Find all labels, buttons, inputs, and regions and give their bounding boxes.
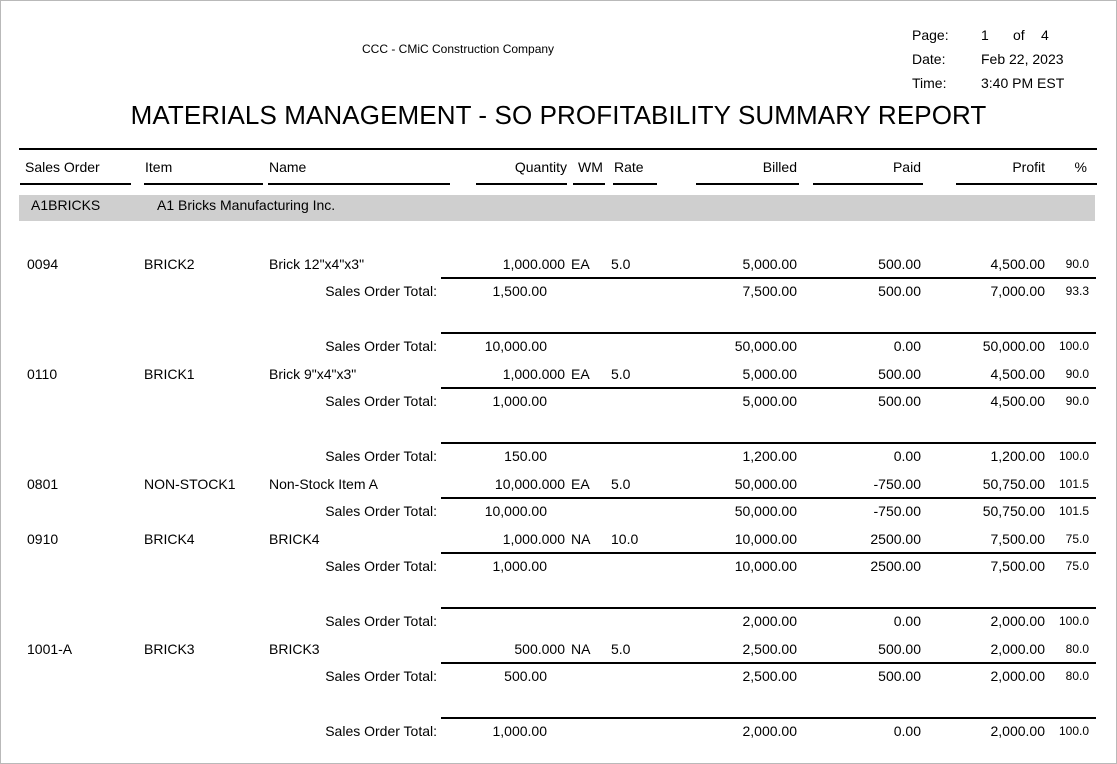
total-quantity: 1,000.00 — [492, 393, 547, 409]
total-label: Sales Order Total: — [325, 558, 437, 574]
total-quantity: 500.00 — [504, 668, 547, 684]
row-quantity: 10,000.000 — [494, 476, 565, 492]
time-value: 3:40 PM EST — [981, 75, 1065, 91]
header-underline — [696, 183, 799, 185]
total-billed: 2,000.00 — [742, 723, 797, 739]
date-label: Date: — [912, 51, 946, 67]
total-rule — [441, 332, 1096, 334]
row-sales-order: 0801 — [27, 476, 59, 492]
total-label: Sales Order Total: — [325, 668, 437, 684]
row-item: BRICK2 — [144, 256, 195, 272]
total-paid: 0.00 — [893, 448, 921, 464]
page-total: 4 — [1041, 27, 1049, 43]
row-profit: 50,750.00 — [982, 476, 1045, 492]
date-value: Feb 22, 2023 — [981, 51, 1064, 67]
total-rule — [441, 442, 1096, 444]
total-billed: 50,000.00 — [734, 338, 797, 354]
total-billed: 10,000.00 — [734, 558, 797, 574]
total-profit: 4,500.00 — [990, 393, 1045, 409]
total-profit: 50,000.00 — [982, 338, 1045, 354]
total-paid: 0.00 — [893, 338, 921, 354]
total-quantity: 1,000.00 — [492, 558, 547, 574]
row-pct: 75.0 — [1065, 532, 1089, 546]
total-profit: 2,000.00 — [990, 613, 1045, 629]
total-paid: 0.00 — [893, 613, 921, 629]
row-paid: 2500.00 — [870, 531, 921, 547]
row-profit: 7,500.00 — [990, 531, 1045, 547]
row-quantity: 1,000.000 — [502, 531, 565, 547]
total-rule — [441, 387, 1096, 389]
total-rule — [441, 552, 1096, 554]
row-name: Non-Stock Item A — [269, 476, 378, 492]
total-profit: 50,750.00 — [982, 503, 1045, 519]
col-paid: Paid — [892, 159, 921, 175]
total-billed: 2,500.00 — [742, 668, 797, 684]
total-label: Sales Order Total: — [325, 723, 437, 739]
total-pct: 100.0 — [1058, 614, 1089, 628]
col-billed: Billed — [762, 159, 797, 175]
total-rule — [441, 497, 1096, 499]
total-pct: 100.0 — [1058, 449, 1089, 463]
total-pct: 100.0 — [1058, 339, 1089, 353]
col-pct: % — [1074, 159, 1087, 175]
row-name: Brick 9"x4"x3" — [269, 366, 357, 382]
row-pct: 90.0 — [1065, 367, 1089, 381]
row-profit: 4,500.00 — [990, 256, 1045, 272]
total-profit: 2,000.00 — [990, 668, 1045, 684]
header-underline — [268, 183, 450, 185]
total-paid: 500.00 — [878, 668, 921, 684]
total-pct: 80.0 — [1065, 669, 1089, 683]
total-quantity: 1,500.00 — [492, 283, 547, 299]
total-profit: 1,200.00 — [990, 448, 1045, 464]
row-wm: NA — [571, 641, 591, 657]
row-name: BRICK4 — [269, 531, 320, 547]
total-billed: 50,000.00 — [734, 503, 797, 519]
row-rate: 10.0 — [611, 531, 639, 547]
row-profit: 4,500.00 — [990, 366, 1045, 382]
row-rate: 5.0 — [611, 641, 631, 657]
total-quantity: 10,000.00 — [484, 338, 547, 354]
total-pct: 100.0 — [1058, 724, 1089, 738]
row-paid: -750.00 — [873, 476, 921, 492]
total-profit: 2,000.00 — [990, 723, 1045, 739]
row-rate: 5.0 — [611, 256, 631, 272]
row-billed: 10,000.00 — [734, 531, 797, 547]
row-wm: EA — [571, 476, 590, 492]
total-billed: 5,000.00 — [742, 393, 797, 409]
row-name: BRICK3 — [269, 641, 320, 657]
row-wm: NA — [571, 531, 591, 547]
total-pct: 101.5 — [1058, 504, 1089, 518]
row-billed: 5,000.00 — [742, 256, 797, 272]
total-rule — [441, 607, 1096, 609]
row-sales-order: 1001-A — [27, 641, 73, 657]
total-label: Sales Order Total: — [325, 393, 437, 409]
header-underline — [573, 183, 605, 185]
col-name: Name — [269, 159, 307, 175]
total-paid: 0.00 — [893, 723, 921, 739]
header-underline — [956, 183, 1097, 185]
row-quantity: 500.000 — [514, 641, 565, 657]
header-underline — [613, 183, 657, 185]
header-underline — [813, 183, 923, 185]
total-paid: 500.00 — [878, 393, 921, 409]
total-pct: 90.0 — [1065, 394, 1089, 408]
total-quantity: 1,000.00 — [492, 723, 547, 739]
total-profit: 7,000.00 — [990, 283, 1045, 299]
col-wm: WM — [578, 159, 603, 175]
col-profit: Profit — [1012, 159, 1045, 175]
row-sales-order: 0110 — [27, 366, 58, 382]
header-underline — [144, 183, 263, 185]
row-wm: EA — [571, 366, 590, 382]
total-quantity: 10,000.00 — [484, 503, 547, 519]
total-label: Sales Order Total: — [325, 503, 437, 519]
row-pct: 101.5 — [1058, 477, 1089, 491]
col-sales-order: Sales Order — [25, 159, 100, 175]
row-paid: 500.00 — [878, 366, 921, 382]
total-rule — [441, 662, 1096, 664]
row-item: BRICK4 — [144, 531, 195, 547]
header-top-rule — [19, 148, 1097, 150]
row-item: BRICK1 — [144, 366, 195, 382]
total-paid: -750.00 — [873, 503, 921, 519]
row-paid: 500.00 — [878, 641, 921, 657]
row-wm: EA — [571, 256, 590, 272]
total-rule — [441, 717, 1096, 719]
row-profit: 2,000.00 — [990, 641, 1045, 657]
total-billed: 1,200.00 — [742, 448, 797, 464]
total-quantity: 150.00 — [504, 448, 547, 464]
company-name: CCC - CMiC Construction Company — [362, 42, 555, 56]
row-name: Brick 12"x4"x3" — [269, 256, 365, 272]
total-label: Sales Order Total: — [325, 283, 437, 299]
col-rate: Rate — [614, 159, 644, 175]
page-label: Page: — [912, 27, 949, 43]
page-of-label: of — [1013, 27, 1025, 43]
total-billed: 2,000.00 — [742, 613, 797, 629]
header-underline — [476, 183, 567, 185]
row-billed: 2,500.00 — [742, 641, 797, 657]
row-item: BRICK3 — [144, 641, 195, 657]
report-title: MATERIALS MANAGEMENT - SO PROFITABILITY SUMMARY REPORT — [130, 100, 987, 130]
col-item: Item — [145, 159, 173, 175]
vendor-code: A1BRICKS — [31, 197, 101, 213]
row-billed: 50,000.00 — [734, 476, 797, 492]
total-label: Sales Order Total: — [325, 613, 437, 629]
row-sales-order: 0910 — [27, 531, 59, 547]
row-paid: 500.00 — [878, 256, 921, 272]
row-item: NON-STOCK1 — [144, 476, 236, 492]
row-sales-order: 0094 — [27, 256, 59, 272]
total-paid: 2500.00 — [870, 558, 921, 574]
total-billed: 7,500.00 — [742, 283, 797, 299]
row-rate: 5.0 — [611, 476, 631, 492]
page-number: 1 — [981, 27, 989, 43]
header-underline — [20, 183, 131, 185]
row-pct: 80.0 — [1065, 642, 1089, 656]
row-rate: 5.0 — [611, 366, 631, 382]
col-quantity: Quantity — [514, 159, 567, 175]
row-quantity: 1,000.000 — [502, 256, 565, 272]
total-pct: 93.3 — [1065, 284, 1089, 298]
vendor-name: A1 Bricks Manufacturing Inc. — [157, 197, 336, 213]
time-label: Time: — [912, 75, 947, 91]
row-quantity: 1,000.000 — [502, 366, 565, 382]
total-rule — [441, 277, 1096, 279]
total-paid: 500.00 — [878, 283, 921, 299]
total-profit: 7,500.00 — [990, 558, 1045, 574]
total-pct: 75.0 — [1065, 559, 1089, 573]
total-label: Sales Order Total: — [325, 448, 437, 464]
row-pct: 90.0 — [1065, 257, 1089, 271]
row-billed: 5,000.00 — [742, 366, 797, 382]
total-label: Sales Order Total: — [325, 338, 437, 354]
